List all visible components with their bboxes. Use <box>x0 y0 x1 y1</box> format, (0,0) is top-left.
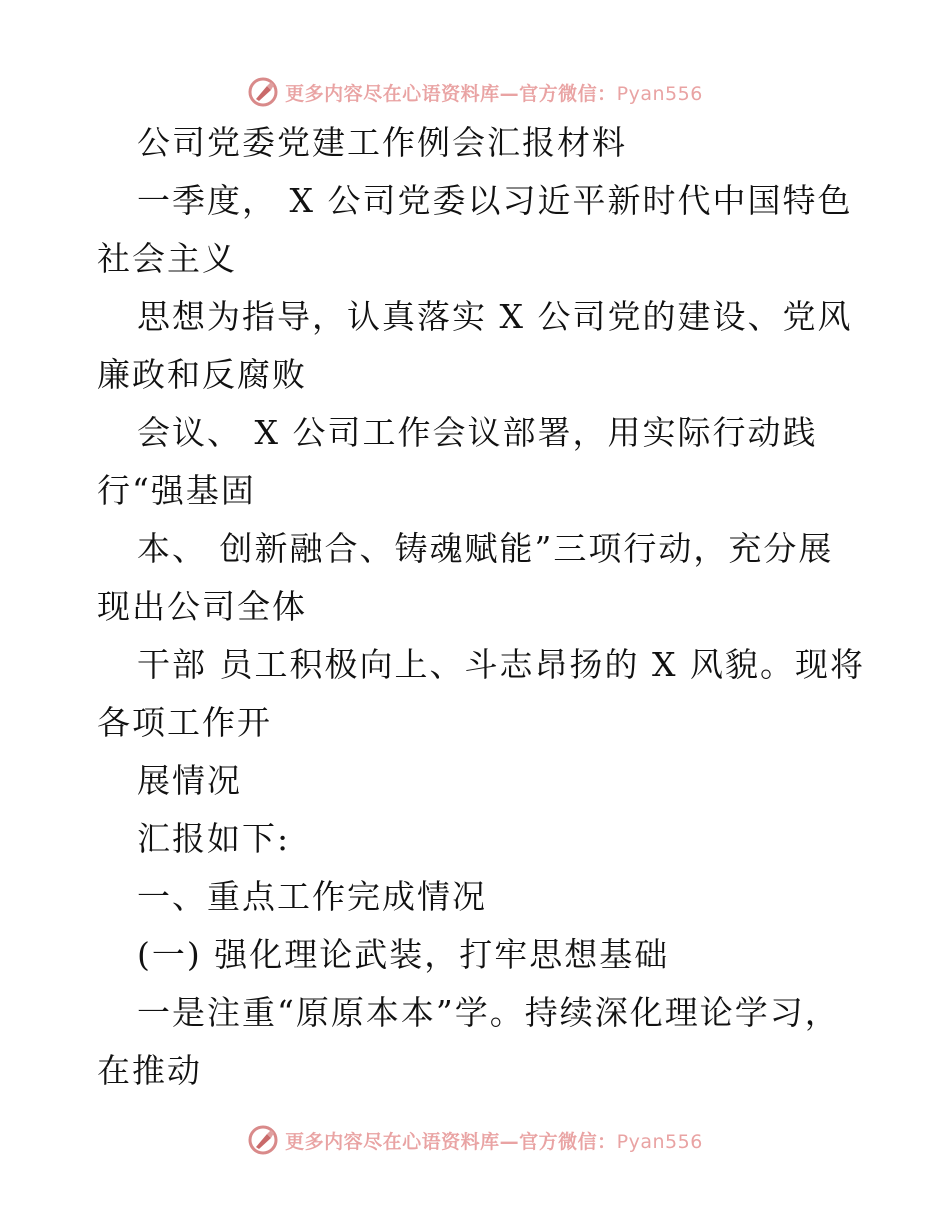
watermark-header <box>0 72 950 112</box>
doc-line: 汇报如下: <box>137 819 291 858</box>
doc-line: 展情况 <box>137 761 242 800</box>
doc-line: 在推动 <box>97 1051 202 1090</box>
doc-line: 思想为指导，认真落实 X 公司党的建设、党风 <box>137 297 853 336</box>
subsection-heading: (一) 强化理论武装，打牢思想基础 <box>137 935 670 974</box>
watermark-text: 更多内容尽在心语资料库—官方微信： <box>285 82 617 105</box>
section-heading: 一、重点工作完成情况 <box>137 877 487 916</box>
doc-line: 社会主义 <box>97 239 237 278</box>
doc-line: 行“强基固 <box>97 471 256 510</box>
doc-line: 一季度， X 公司党委以习近平新时代中国特色 <box>137 181 853 220</box>
watermark-footer <box>0 1120 950 1160</box>
doc-line: 一是注重“原原本本”学。持续深化理论学习， <box>137 993 840 1032</box>
doc-title: 公司党委党建工作例会汇报材料 <box>137 123 627 162</box>
watermark-text: 更多内容尽在心语资料库—官方微信： <box>285 1130 617 1153</box>
doc-line: 各项工作开 <box>97 703 272 742</box>
watermark-handle: Pyan556 <box>616 82 703 105</box>
doc-line: 廉政和反腐败 <box>97 355 307 394</box>
doc-line: 本、 创新融合、铸魂赋能”三项行动，充分展 <box>137 529 834 568</box>
pen-nib-circle-icon <box>247 76 279 108</box>
doc-line: 干部 员工积极向上、斗志昂扬的 X 风貌。现将 <box>137 645 865 684</box>
pen-nib-circle-icon <box>247 1124 279 1156</box>
doc-line: 现出公司全体 <box>97 587 307 626</box>
doc-line: 会议、 X 公司工作会议部署，用实际行动践 <box>137 413 818 452</box>
watermark-handle: Pyan556 <box>616 1130 703 1153</box>
